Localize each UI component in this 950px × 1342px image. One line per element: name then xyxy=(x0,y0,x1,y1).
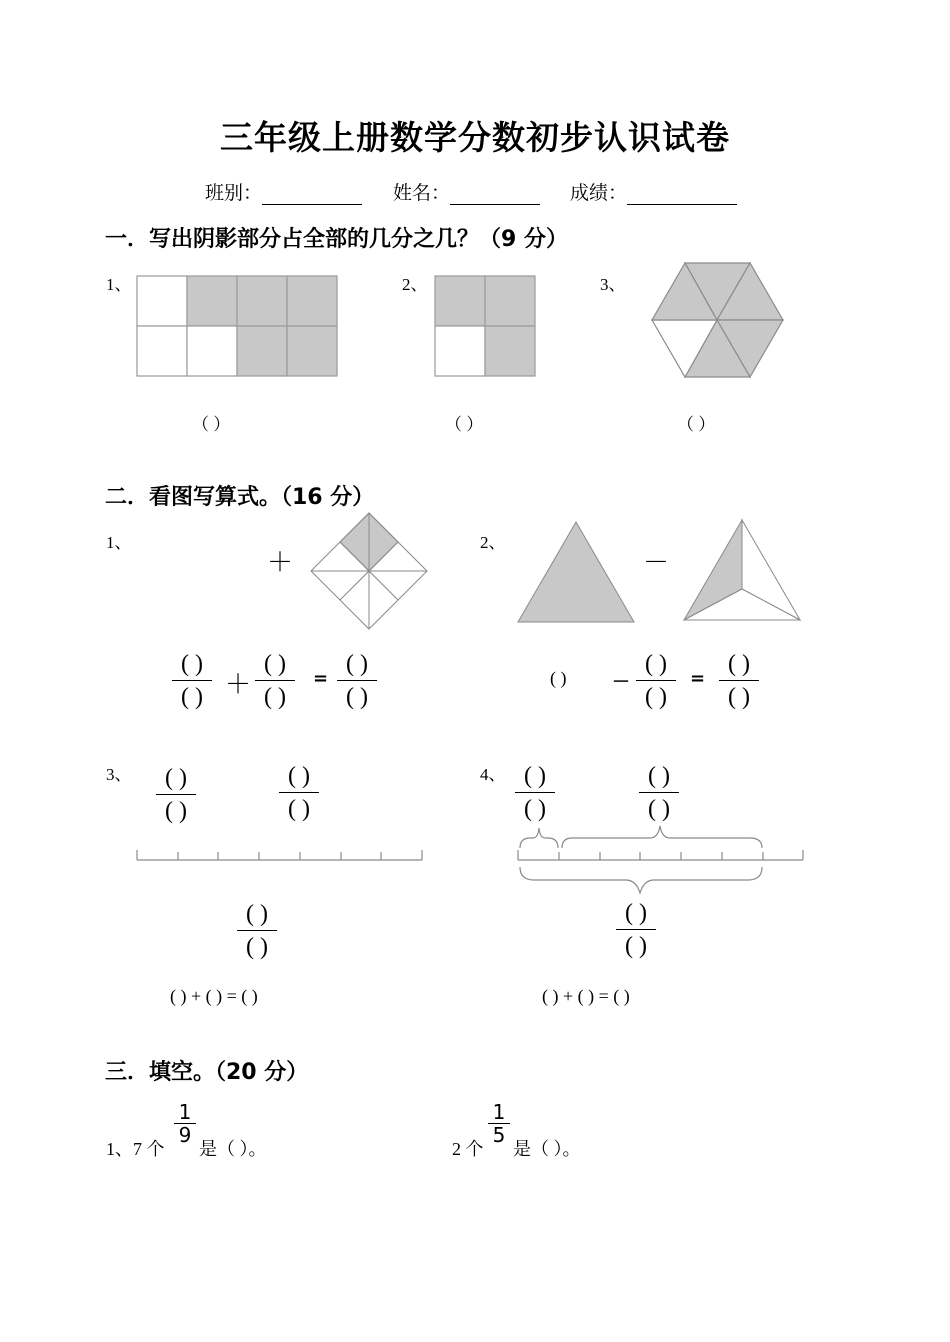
triangle-figure-full xyxy=(518,522,634,622)
numerator-blank[interactable]: ( ) xyxy=(337,649,377,681)
s1-item1-number: 1、 xyxy=(106,275,132,294)
numerator-blank[interactable]: ( ) xyxy=(279,761,319,793)
number-line-4 xyxy=(518,826,803,893)
numerator-blank[interactable]: ( ) xyxy=(719,649,759,681)
denominator-blank[interactable]: ( ) xyxy=(165,798,187,824)
s1-item2-number: 2、 xyxy=(402,275,428,294)
s3-q2-prefix: 2 个 xyxy=(452,1139,484,1159)
s3-q1-denominator: 9 xyxy=(178,1123,192,1147)
name-label: 姓名： xyxy=(393,182,451,204)
diamond-figure xyxy=(311,513,427,629)
s3-q1-numerator: 1 xyxy=(174,1101,196,1124)
item4-fraction-b[interactable] xyxy=(639,761,679,824)
s3-q1-number: 1、 xyxy=(106,1139,133,1159)
s2-item2-minus: － xyxy=(643,548,670,578)
numerator-blank[interactable]: ( ) xyxy=(156,763,196,795)
eq1-fraction-1[interactable] xyxy=(172,649,212,712)
s3-q1-fraction xyxy=(174,1101,196,1146)
s1-answer-3[interactable]: （ ） xyxy=(677,415,716,434)
s3-q1-prefix: 7 个 xyxy=(133,1139,165,1159)
denominator-blank[interactable]: ( ) xyxy=(346,684,368,710)
eq1-fraction-result[interactable] xyxy=(337,649,377,712)
denominator-blank[interactable]: ( ) xyxy=(181,684,203,710)
item3-fraction-b[interactable] xyxy=(279,761,319,824)
denominator-blank[interactable]: ( ) xyxy=(246,934,268,960)
numerator-blank[interactable]: ( ) xyxy=(172,649,212,681)
s2-item3-number: 3、 xyxy=(106,765,132,784)
triangle-figure-partial xyxy=(684,520,800,620)
s2-item2-number: 2、 xyxy=(480,533,506,552)
item3-fraction-a[interactable] xyxy=(156,763,196,826)
denominator-blank[interactable]: ( ) xyxy=(524,796,546,822)
numerator-blank[interactable]: ( ) xyxy=(616,898,656,930)
page-title: 三年级上册数学分数初步认识试卷 xyxy=(220,118,730,157)
numerator-blank[interactable]: ( ) xyxy=(255,649,295,681)
eq1-equals: = xyxy=(313,668,329,689)
item3-sum-equation[interactable]: ( ) + ( ) = ( ) xyxy=(170,986,258,1006)
numerator-blank[interactable]: ( ) xyxy=(639,761,679,793)
item4-sum-equation[interactable]: ( ) + ( ) = ( ) xyxy=(542,986,630,1006)
eq2-fraction-result[interactable] xyxy=(719,649,759,712)
number-line-3 xyxy=(137,850,422,860)
s1-answer-2[interactable]: （ ） xyxy=(445,415,484,434)
score-label: 成绩： xyxy=(570,182,628,204)
denominator-blank[interactable]: ( ) xyxy=(264,684,286,710)
s2-item1-plus: ＋ xyxy=(267,548,294,578)
eq2-equals: = xyxy=(690,668,706,689)
item4-fraction-total[interactable] xyxy=(616,898,656,961)
s1-answer-1[interactable]: （ ） xyxy=(192,415,231,434)
denominator-blank[interactable]: ( ) xyxy=(625,933,647,959)
eq1-plus: ＋ xyxy=(225,670,252,700)
denominator-blank[interactable]: ( ) xyxy=(648,796,670,822)
denominator-blank[interactable]: ( ) xyxy=(288,796,310,822)
s2-item4-number: 4、 xyxy=(480,765,506,784)
s3-q1-answer[interactable]: 是（ ）。 xyxy=(199,1139,267,1159)
section1-heading: 一．写出阴影部分占全部的几分之几？（9 分） xyxy=(105,227,568,252)
hexagon-figure xyxy=(652,263,783,377)
numerator-blank[interactable]: ( ) xyxy=(237,899,277,931)
eq2-minus: － xyxy=(612,672,630,693)
denominator-blank[interactable]: ( ) xyxy=(645,684,667,710)
eq2-lead-blank[interactable]: ( ) xyxy=(550,668,567,688)
numerator-blank[interactable]: ( ) xyxy=(636,649,676,681)
denominator-blank[interactable]: ( ) xyxy=(728,684,750,710)
s3-q2-answer[interactable]: 是（ ）。 xyxy=(513,1139,581,1159)
class-label: 班别： xyxy=(205,182,263,204)
section3-heading: 三．填空。（20 分） xyxy=(105,1060,309,1085)
s3-q2-fraction xyxy=(488,1101,510,1146)
numerator-blank[interactable]: ( ) xyxy=(515,761,555,793)
eq1-fraction-2[interactable] xyxy=(255,649,295,712)
item4-fraction-a[interactable] xyxy=(515,761,555,824)
s3-q2-denominator: 5 xyxy=(492,1123,506,1147)
s3-q2-numerator: 1 xyxy=(488,1101,510,1124)
eq2-fraction-1[interactable] xyxy=(636,649,676,712)
s3-q1-lead xyxy=(106,1135,165,1161)
section2-heading: 二．看图写算式。（16 分） xyxy=(105,485,375,510)
s1-item3-number: 3、 xyxy=(600,275,626,294)
grid-figure-1 xyxy=(137,276,337,376)
s2-item1-number: 1、 xyxy=(106,533,132,552)
grid-figure-2 xyxy=(435,276,535,376)
item3-fraction-total[interactable] xyxy=(237,899,277,962)
